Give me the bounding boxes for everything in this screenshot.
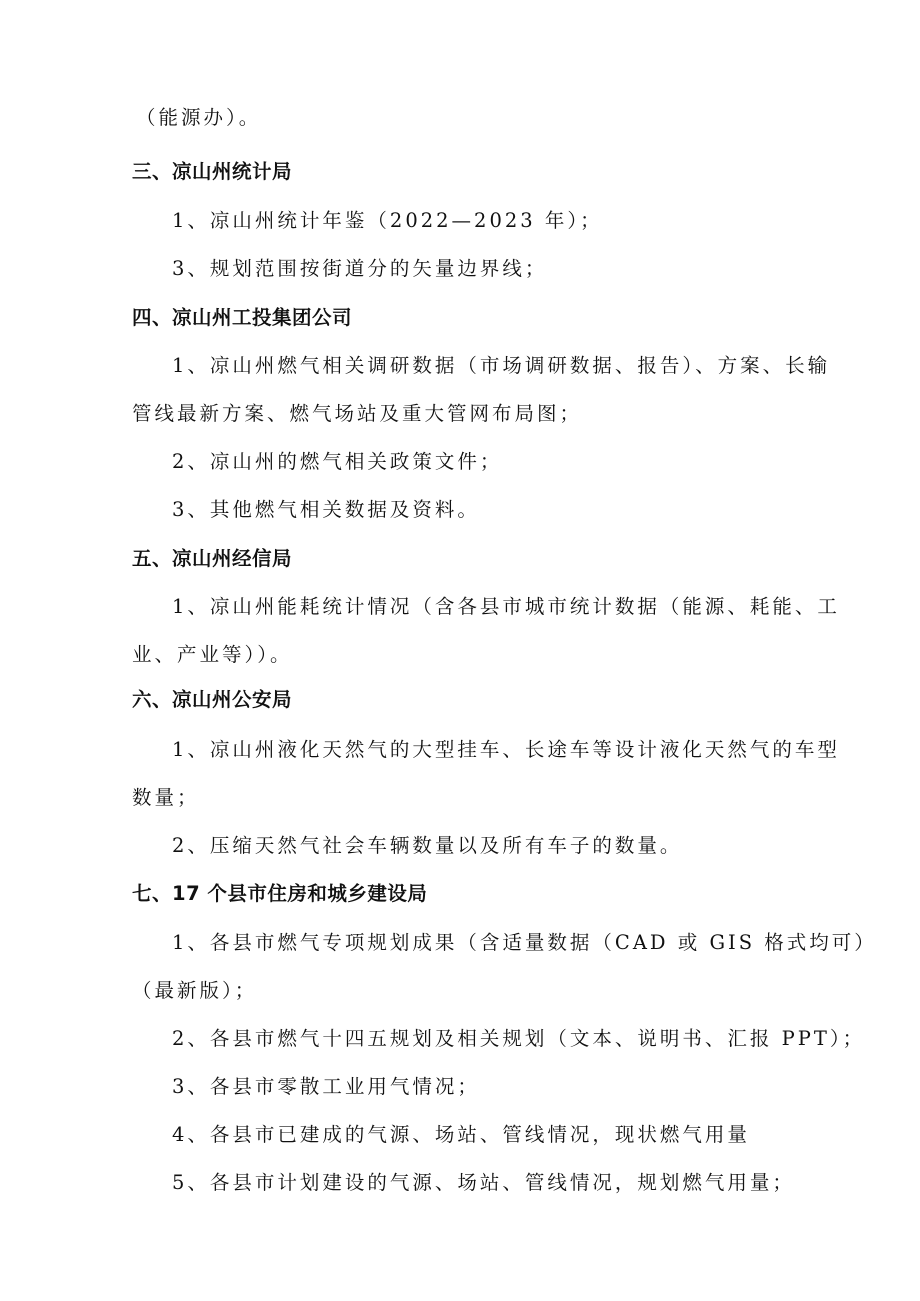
section-heading-economic-information-bureau: 五、凉山州经信局 [132,547,293,570]
section-heading-statistics-bureau: 三、凉山州统计局 [132,160,293,183]
list-item: 1、凉山州能耗统计情况（含各县市城市统计数据（能源、耗能、工 [172,595,840,618]
list-item: 3、其他燃气相关数据及资料。 [172,498,480,521]
list-item: 2、压缩天然气社会车辆数量以及所有车子的数量。 [172,834,683,857]
list-item: 1、各县市燃气专项规划成果（含适量数据（CAD 或 GIS 格式均可） [172,931,877,954]
list-item-continuation: 业、产业等））。 [132,643,293,666]
section-heading-public-security-bureau: 六、凉山州公安局 [132,688,293,711]
list-item: 3、规划范围按街道分的矢量边界线； [172,257,548,280]
list-item: 1、凉山州液化天然气的大型挂车、长途车等设计液化天然气的车型 [172,738,840,761]
list-item: 2、凉山州的燃气相关政策文件； [172,450,503,473]
list-item-continuation: 管线最新方案、燃气场站及重大管网布局图； [132,402,583,425]
list-item: 5、各县市计划建设的气源、场站、管线情况，规划燃气用量； [172,1171,795,1194]
list-item: 1、凉山州燃气相关调研数据（市场调研数据、报告）、方案、长输 [172,354,831,377]
list-item: 2、各县市燃气十四五规划及相关规划（文本、说明书、汇报 PPT）； [172,1027,866,1050]
section-heading-industrial-investment-group: 四、凉山州工投集团公司 [132,306,353,329]
list-item: 3、各县市零散工业用气情况； [172,1075,480,1098]
list-item: 1、凉山州统计年鉴（2022—2023 年）； [172,209,603,232]
list-item-continuation: （最新版）； [132,979,258,1002]
list-item: 4、各县市已建成的气源、场站、管线情况，现状燃气用量 [172,1123,750,1146]
list-item-continuation: 数量； [132,786,200,809]
paragraph-line: （能源办）。 [136,106,262,129]
section-heading-county-housing-bureaus: 七、17 个县市住房和城乡建设局 [132,882,428,905]
